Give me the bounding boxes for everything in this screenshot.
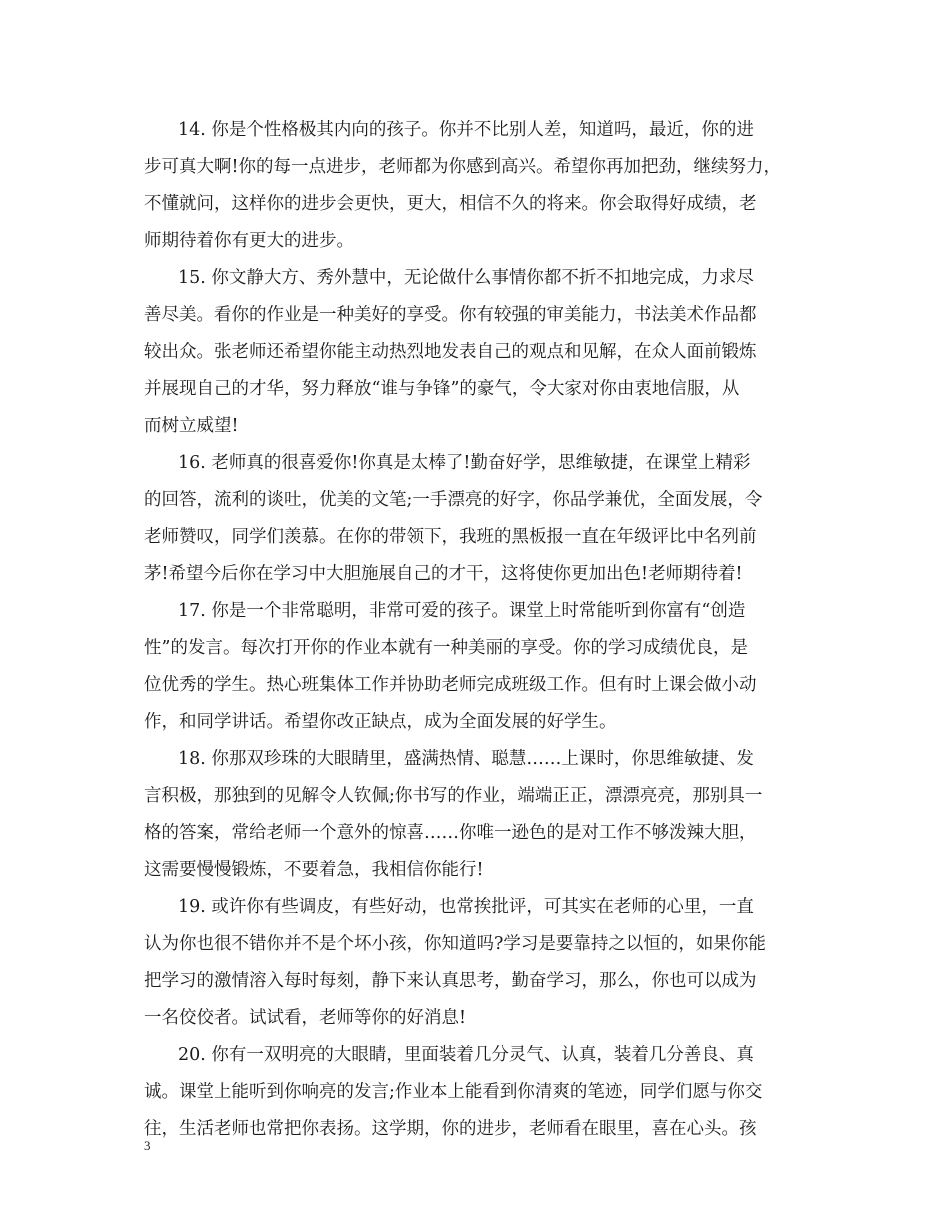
paragraph-15-line-4: 并展现自己的才华，努力释放“谁与争锋”的豪气，令大家对你由衷地信服，从: [144, 379, 740, 399]
paragraph-14-line-1: 14. 你是个性格极其内向的孩子。你并不比别人差，知道吗，最近，你的进: [178, 120, 754, 140]
paragraph-18-line-2: 言积极，那独到的见解令人钦佩;你书写的作业，端端正正，漂漂亮亮，那别具一: [144, 786, 763, 806]
paragraph-15-line-2: 善尽美。看你的作业是一种美好的享受。你有较强的审美能力，书法美术作品都: [144, 305, 757, 325]
paragraph-20-line-3: 往，生活老师也常把你表扬。这学期，你的进步，老师看在眼里，喜在心头。孩: [144, 1119, 757, 1139]
paragraph-16-line-3: 老师赞叹，同学们羡慕。在你的带领下，我班的黑板报一直在年级评比中名列前: [144, 527, 757, 547]
paragraph-17-line-1: 17. 你是一个非常聪明，非常可爱的孩子。课堂上时常能听到你富有“创造: [178, 601, 746, 621]
paragraph-15-line-1: 15. 你文静大方、秀外慧中，无论做什么事情你都不折不扣地完成，力求尽: [178, 268, 754, 288]
paragraph-19-line-1: 19. 或许你有些调皮，有些好动，也常挨批评，可其实在老师的心里，一直: [178, 897, 754, 917]
paragraph-16-line-1: 16. 老师真的很喜爱你!你真是太棒了!勤奋好学，思维敏捷，在课堂上精彩: [178, 453, 751, 473]
paragraph-19-line-4: 一名佼佼者。试试看，老师等你的好消息!: [144, 1008, 467, 1028]
paragraph-19-line-2: 认为你也很不错你并不是个坏小孩，你知道吗?学习是要靠持之以恒的，如果你能: [144, 934, 766, 954]
paragraph-17-line-2: 性”的发言。每次打开你的作业本就有一种美丽的享受。你的学习成绩优良，是: [144, 638, 748, 658]
paragraph-17-line-4: 作，和同学讲话。希望你改正缺点，成为全面发展的好学生。: [144, 712, 617, 732]
paragraph-15-line-3: 较出众。张老师还希望你能主动热烈地发表自己的观点和见解，在众人面前锻炼: [144, 342, 757, 362]
paragraph-16-line-2: 的回答，流利的谈吐，优美的文笔;一手漂亮的好字，你品学兼优，全面发展，令: [144, 490, 763, 510]
paragraph-20-line-2: 诚。课堂上能听到你响亮的发言;作业本上能看到你清爽的笔迹，同学们愿与你交: [144, 1082, 763, 1102]
paragraph-17-line-3: 位优秀的学生。热心班集体工作并协助老师完成班级工作。但有时上课会做小动: [144, 675, 757, 695]
paragraph-14-line-3: 不懂就问，这样你的进步会更快，更大，相信不久的将来。你会取得好成绩，老: [144, 194, 757, 214]
paragraph-20-line-1: 20. 你有一双明亮的大眼睛，里面装着几分灵气、认真，装着几分善良、真: [178, 1045, 754, 1065]
paragraph-18-line-1: 18. 你那双珍珠的大眼睛里，盛满热情、聪慧……上课时，你思维敏捷、发: [178, 749, 754, 769]
paragraph-15-line-5: 而树立威望!: [144, 416, 239, 436]
page-number: 3: [144, 1138, 151, 1153]
paragraph-16-line-4: 茅!希望今后你在学习中大胆施展自己的才干，这将使你更加出色!老师期待着!: [144, 564, 743, 584]
paragraph-14-line-2: 步可真大啊!你的每一点进步，老师都为你感到高兴。希望你再加把劲，继续努力，: [144, 157, 782, 177]
paragraph-14-line-4: 师期待着你有更大的进步。: [144, 231, 354, 251]
paragraph-19-line-3: 把学习的激情溶入每时每刻，静下来认真思考，勤奋学习，那么，你也可以成为: [144, 971, 757, 991]
paragraph-18-line-3: 格的答案，常给老师一个意外的惊喜……你唯一逊色的是对工作不够泼辣大胆，: [144, 823, 757, 843]
paragraph-18-line-4: 这需要慢慢锻炼，不要着急，我相信你能行!: [144, 860, 484, 880]
